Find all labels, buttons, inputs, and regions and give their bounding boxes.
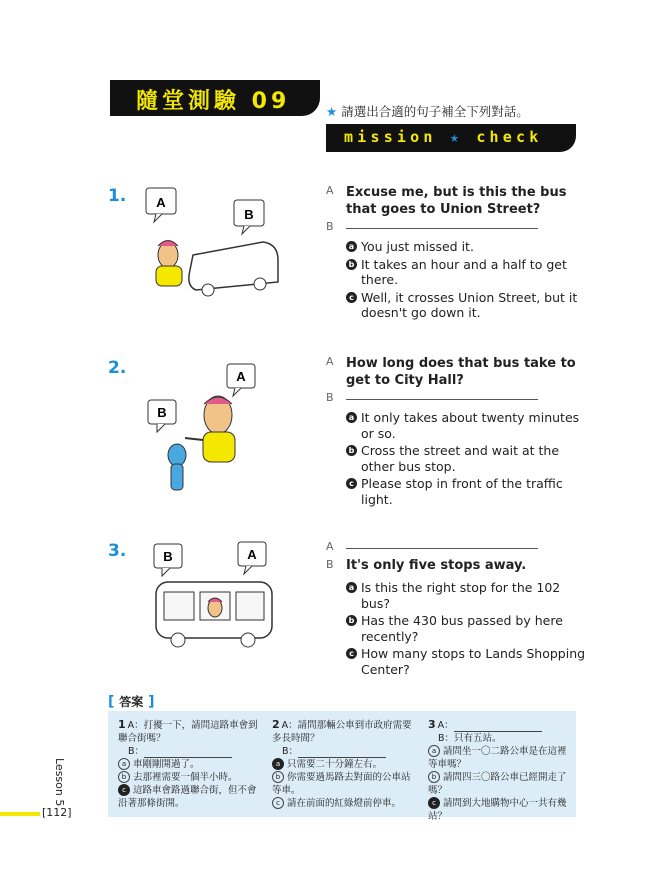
people-illustration	[145, 360, 265, 500]
answer-option: b 你需要過馬路去對面的公車站等車。	[272, 772, 411, 796]
svg-text:A: A	[156, 195, 166, 210]
svg-text:B: B	[157, 405, 167, 420]
svg-text:A: A	[236, 369, 246, 384]
answer-column: 1 A：打擾一下，請問這路車會到聯合街嗎？ B： a 車剛剛開過了。 b 去那裡需要一個半小時。 c 這路車會路過聯合街，但不會沿著那條街開。	[118, 718, 258, 809]
option-list	[346, 580, 586, 677]
option-list	[346, 410, 586, 507]
speech-bubble	[146, 188, 176, 222]
speech-bubble	[227, 364, 255, 396]
page-title: 隨堂測驗 09	[136, 89, 291, 114]
question-number: 2.	[108, 358, 127, 378]
answer-blank	[346, 398, 538, 400]
option: c Well, it crosses Union Street, but it doesn't go down it.	[346, 290, 586, 321]
star-icon: ★	[449, 128, 464, 146]
bus-illustration	[138, 180, 288, 300]
speech-bubble	[148, 400, 176, 432]
answer-option: a 車剛剛開過了。	[118, 758, 258, 771]
option: a It only takes about twenty minutes or so.	[346, 410, 586, 441]
answer-blank	[346, 547, 538, 549]
speaker-label: B	[326, 558, 334, 571]
speech-bubble	[234, 200, 264, 234]
answer-column: 3 A： B：只有五站。 a 請問坐一〇二路公車是在這裡等車嗎？ b 請問四三〇路公車已經開走了嗎？ c 請問到大地購物中心一共有幾站？	[428, 718, 567, 822]
speaker-label: A	[326, 355, 334, 368]
speaker-label: B	[326, 391, 334, 404]
option: b Has the 430 bus passed by here recently?	[346, 613, 586, 644]
bus-passengers-illustration	[148, 540, 278, 660]
answer-option: a 請問坐一〇二路公車是在這裡等車嗎？	[428, 746, 567, 770]
question-number: 3.	[108, 541, 127, 561]
option: c How many stops to Lands Shopping Center?	[346, 646, 586, 677]
answer-option: c 這路車會路過聯合街，但不會沿著那條街開。	[118, 785, 257, 809]
answer-column: 2 A：請問那輛公車到市政府需要多長時間？ B： a 只需要二十分鐘左右。 b 你需要過馬路去對面的公車站等車。 c 請在前面的紅綠燈前停車。	[272, 718, 412, 809]
answer-option: c 請問到大地購物中心一共有幾站？	[428, 798, 567, 822]
answer-option: b 去那裡需要一個半小時。	[118, 771, 258, 784]
question-number: 1.	[108, 186, 127, 206]
speaker-label: B	[326, 220, 334, 233]
option: b It takes an hour and a half to get there.	[346, 257, 586, 288]
question-text: Excuse me, but is this the bus that goes to Union Street?	[346, 185, 567, 217]
speaker-label: A	[326, 540, 334, 553]
option: b Cross the street and wait at the other bus stop.	[346, 443, 586, 474]
svg-text:A: A	[247, 547, 257, 562]
answer-option: c 請在前面的紅綠燈前停車。	[272, 797, 412, 810]
answer-blank	[346, 227, 538, 229]
option: c Please stop in front of the traffic light.	[346, 476, 586, 507]
option: a Is this the right stop for the 102 bus?	[346, 580, 586, 611]
speech-bubble	[154, 544, 182, 576]
lesson-label: Lesson 5	[53, 758, 66, 807]
speech-bubble	[238, 542, 266, 574]
speaker-label: A	[326, 184, 334, 197]
answer-option: a 只需要二十分鐘左右。	[272, 758, 412, 771]
svg-text:B: B	[244, 207, 254, 222]
option-list	[346, 239, 586, 321]
option: a You just missed it.	[346, 239, 586, 255]
mission-check-label: mission ★ check	[344, 128, 543, 146]
answers-heading: [ 答案 ]	[108, 694, 155, 710]
page-marker	[0, 812, 40, 816]
page-number: [112]	[42, 806, 72, 819]
svg-text:B: B	[163, 549, 173, 564]
question-text: It's only five stops away.	[346, 558, 527, 573]
instruction: ★ 請選出合適的句子補全下列對話。	[326, 104, 529, 119]
answer-option: b 請問四三〇路公車已經開走了嗎？	[428, 772, 567, 796]
question-text: How long does that bus take to get to City Hall?	[346, 356, 576, 388]
star-icon: ★	[326, 104, 338, 119]
